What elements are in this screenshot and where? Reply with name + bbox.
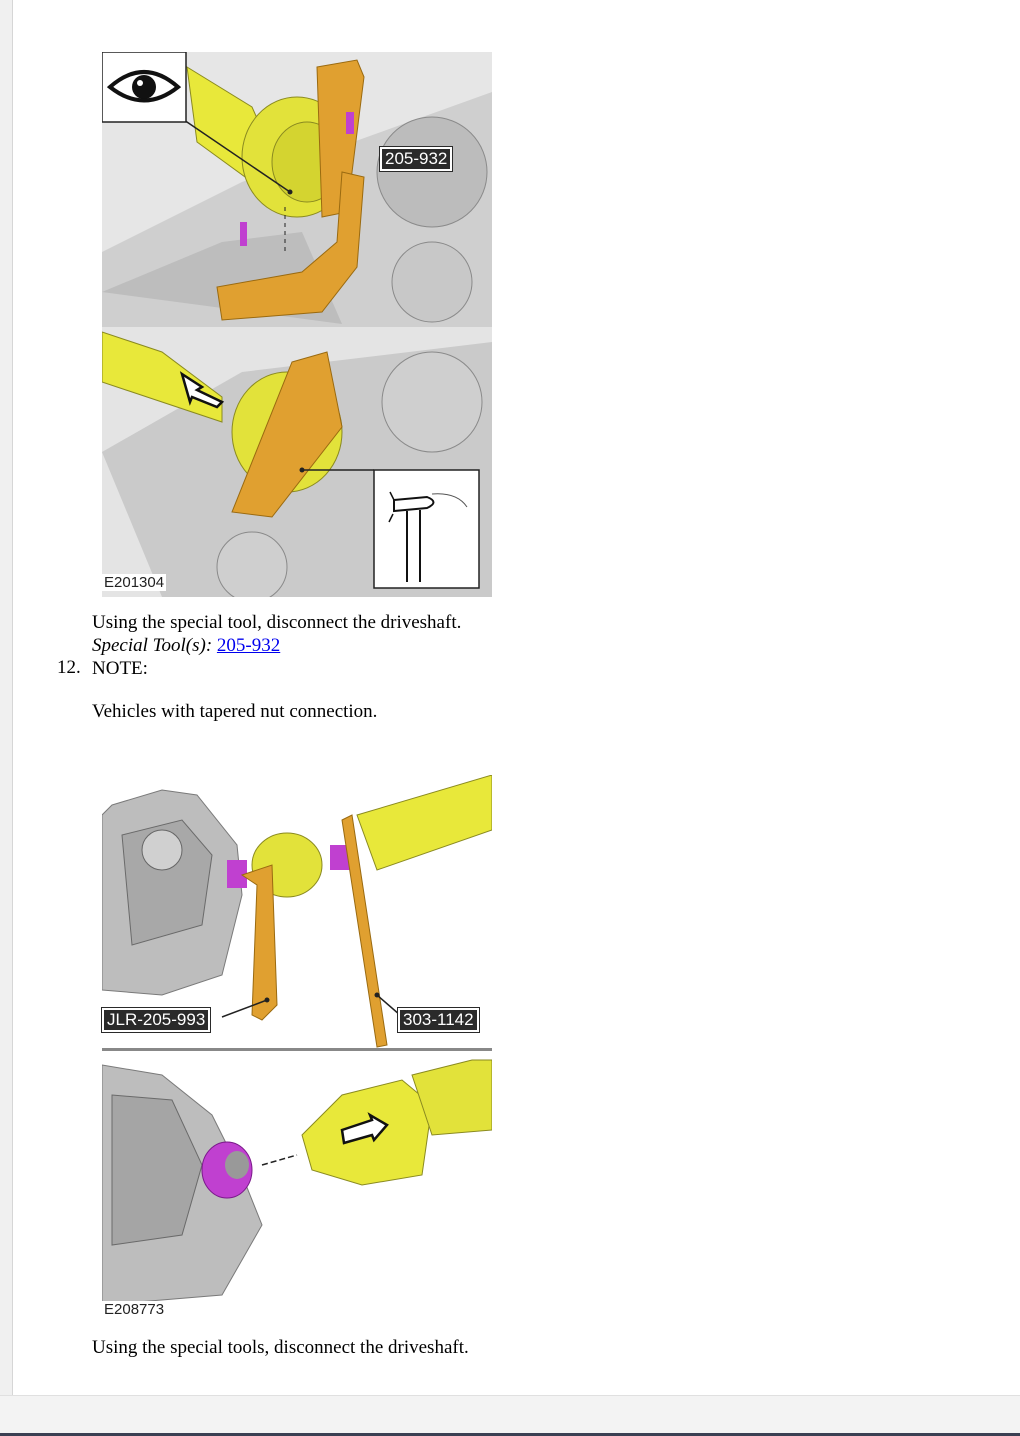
page-left-border — [0, 0, 13, 1436]
step-12-instruction: Using the special tools, disconnect the driveshaft. — [92, 1337, 469, 1358]
figure-id: E208773 — [104, 1301, 165, 1318]
tool-label-303-1142: 303-1142 — [398, 1008, 479, 1032]
figure-e201304-illustration — [102, 52, 492, 597]
figure-e208773-illustration — [102, 775, 492, 1320]
step-11-special-tools — [92, 634, 280, 657]
note-text: Vehicles with tapered nut connection. — [92, 701, 378, 722]
figure-id: E201304 — [104, 574, 165, 591]
step-11-instruction: Using the special tool, disconnect the driveshaft. — [92, 612, 462, 633]
tool-label-jlr-205-993: JLR-205-993 — [102, 1008, 210, 1032]
step-12-number: 12. — [57, 657, 81, 678]
tool-link-205-932[interactable]: 205-932 — [216, 635, 281, 656]
viewer-bottom-bar — [0, 1395, 1020, 1436]
figure-e201304 — [102, 52, 492, 597]
note-label: NOTE: — [92, 658, 148, 679]
special-tools-label: Special Tool(s): — [92, 635, 213, 656]
tool-label-205-932: 205-932 — [380, 147, 452, 171]
figure-e208773 — [102, 775, 492, 1320]
